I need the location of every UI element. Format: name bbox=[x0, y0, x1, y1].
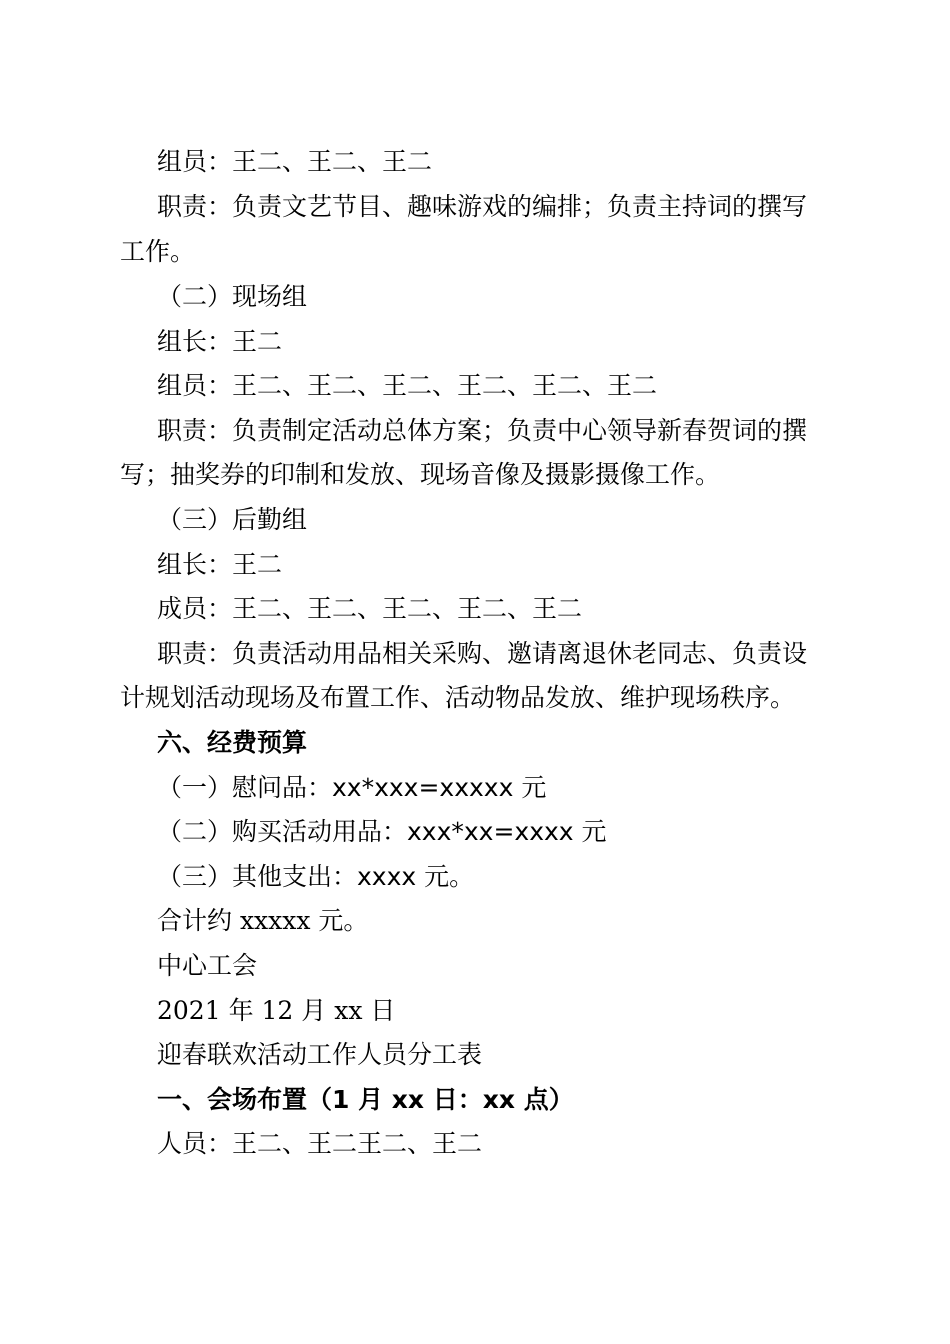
onsite-duties-continuation-line: 写；抽奖券的印制和发放、现场音像及摄影摄像工作。 bbox=[120, 460, 721, 489]
venue-staff-line: 人员：王二、王二王二、王二 bbox=[157, 1129, 483, 1158]
section-onsite-group-heading: （二）现场组 bbox=[157, 282, 308, 311]
budget-total-line: 合计约 xxxxx 元。 bbox=[157, 906, 369, 935]
onsite-members-line: 组员：王二、王二、王二、王二、王二、王二 bbox=[157, 371, 658, 400]
section-budget-heading: 六、经费预算 bbox=[157, 728, 308, 757]
duties-continuation-line: 工作。 bbox=[120, 237, 196, 266]
group-members-line: 组员：王二、王二、王二 bbox=[157, 147, 433, 176]
budget-other-line: （三）其他支出：xxxx 元。 bbox=[157, 862, 475, 891]
logistics-duties-line: 职责：负责活动用品相关采购、邀请离退休老同志、负责设 bbox=[157, 639, 808, 668]
duties-line: 职责：负责文艺节目、趣味游戏的编排；负责主持词的撰写 bbox=[157, 192, 808, 221]
logistics-duties-continuation-line: 计规划活动现场及布置工作、活动物品发放、维护现场秩序。 bbox=[120, 683, 796, 712]
budget-supplies-line: （二）购买活动用品：xxx*xx=xxxx 元 bbox=[157, 817, 607, 846]
budget-gifts-line: （一）慰问品：xx*xxx=xxxxx 元 bbox=[157, 773, 547, 802]
onsite-leader-line: 组长：王二 bbox=[157, 327, 283, 356]
logistics-members-line: 成员：王二、王二、王二、王二、王二 bbox=[157, 594, 583, 623]
onsite-duties-line: 职责：负责制定活动总体方案；负责中心领导新春贺词的撰 bbox=[157, 416, 808, 445]
section-venue-setup-heading: 一、会场布置（1 月 xx 日：xx 点） bbox=[157, 1085, 574, 1114]
logistics-leader-line: 组长：王二 bbox=[157, 550, 283, 579]
staff-table-title: 迎春联欢活动工作人员分工表 bbox=[157, 1040, 483, 1069]
section-logistics-group-heading: （三）后勤组 bbox=[157, 505, 308, 534]
signature-org-line: 中心工会 bbox=[157, 951, 258, 980]
signature-date-line: 2021 年 12 月 xx 日 bbox=[157, 996, 396, 1025]
